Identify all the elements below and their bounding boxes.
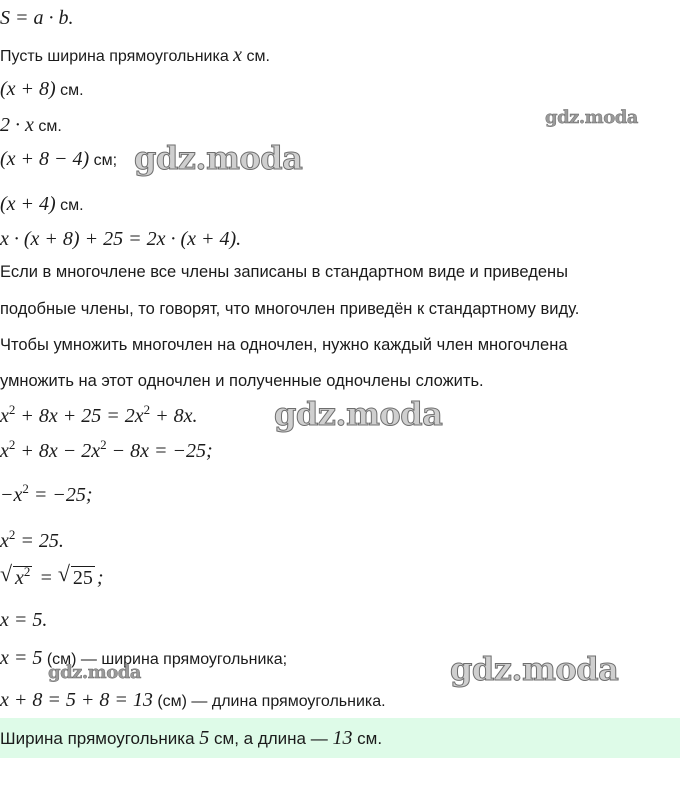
rule-paragraph-line-3: Чтобы умножить многочлен на одночлен, нужно каждый член многочлена <box>0 336 568 354</box>
watermark-logo: gdz.moda <box>48 662 141 683</box>
formula-area: S = a · b. <box>0 7 74 29</box>
unit-text: см. <box>55 197 84 214</box>
new-length-line <box>0 194 84 214</box>
width-result-expression: x = 5 <box>0 647 43 669</box>
variable-x: x <box>233 44 243 66</box>
watermark-logo: gdz.moda <box>274 395 443 433</box>
unit-text: см. <box>33 118 62 135</box>
length-result-line <box>0 690 386 710</box>
area-equation: x · (x + 8) + 25 = 2x · (x + 4). <box>0 228 242 250</box>
length-result-text: (см) — длина прямоугольника. <box>152 693 386 710</box>
double-width-line <box>0 115 62 135</box>
width-result-line <box>0 648 287 668</box>
length-expression: (x + 8) <box>0 78 56 100</box>
rule-paragraph-line-1: Если в многочлене все члены записаны в стандартном виде и приведены <box>0 263 568 281</box>
answer-box <box>0 718 680 758</box>
double-width-expression: 2 · x <box>0 114 34 136</box>
rule-paragraph-line-4: умножить на этот одночлен и полученные одночлены сложить. <box>0 372 484 390</box>
square-root-right: √ 25 <box>57 561 93 589</box>
let-width-line <box>0 45 270 65</box>
let-width-text: Пусть ширина прямоугольника <box>0 48 234 65</box>
unit-text: см. <box>55 82 84 99</box>
square-root-left: √ $x^2$ <box>0 561 31 589</box>
equation-step-2: $x^2 + 8x - 2x^2 - 8x = -25$; <box>0 437 213 462</box>
unit-text: см; <box>89 152 118 169</box>
watermark-logo: gdz.moda <box>450 650 619 688</box>
equation-step-5-square-roots: √ $x^2$ = √ 25 ; <box>0 561 104 589</box>
equation-step-1: $x^2 + 8x + 25 = 2x^2 + 8x$. <box>0 402 198 427</box>
answer-line: Ширина прямоугольника 5 см, а длина — 13 см. <box>0 727 383 749</box>
equation-step-4: $x^2 = 25$. <box>0 527 64 552</box>
rule-paragraph-line-2: подобные члены, то говорят, что многочлен приведён к стандартному виду. <box>0 300 580 318</box>
new-length-expression: (x + 4) <box>0 193 56 215</box>
unit-text: см. <box>242 48 270 65</box>
reduced-length-line <box>0 149 117 169</box>
equation-step-3: $-x^2 = -25$; <box>0 481 93 506</box>
width-result-text: (см) — ширина прямоугольника; <box>42 651 288 668</box>
equation-step-6: x = 5. <box>0 609 48 631</box>
length-expression-line <box>0 79 84 99</box>
watermark-logo: gdz.moda <box>545 107 638 128</box>
watermark-logo: gdz.moda <box>134 139 303 177</box>
reduced-length-expression: (x + 8 − 4) <box>0 148 90 170</box>
length-result-expression: x + 8 = 5 + 8 = 13 <box>0 689 153 711</box>
